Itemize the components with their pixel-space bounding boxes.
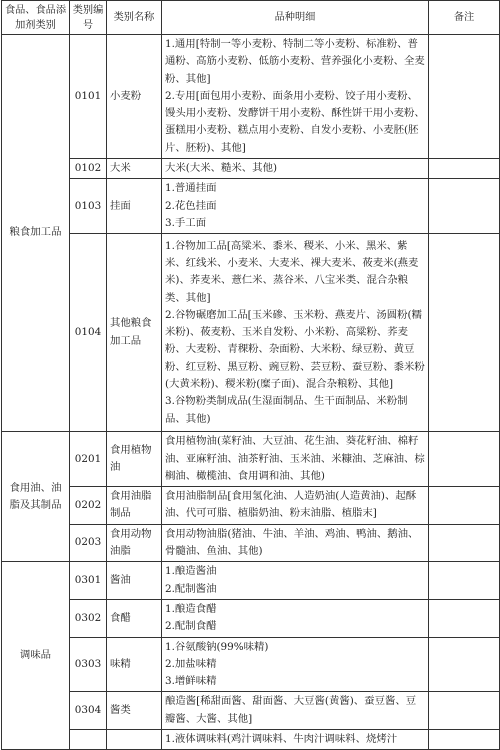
detail-cell (162, 730, 429, 750)
detail-line: 1.液体调味料(鸡汁调味料、牛肉汁调味料、烧烤汁 (165, 733, 398, 746)
remarks-cell (429, 599, 500, 637)
remarks-cell (429, 179, 500, 234)
remarks-cell (429, 730, 500, 750)
table-row (2, 159, 500, 179)
detail-line: 食用动物油脂(猪油、牛油、羊油、鸡油、鸭油、鹅油、骨髓油、鱼油、其他) (165, 527, 419, 558)
code-cell: 0102 (70, 159, 107, 179)
detail-line: 2.专用[面包用小麦粉、面条用小麦粉、饺子用小麦粉、馒头用小麦粉、发酵饼干用小麦粉、酥性饼干用小麦粉、蛋糕用小麦粉、糕点用小麦粉、自发小麦粉、小麦胚(胚片、胚粉)、其他] (165, 89, 425, 154)
name-cell: 大米 (107, 159, 162, 179)
table-row (2, 234, 500, 432)
code-cell: 0201 (70, 432, 107, 487)
table-row (2, 35, 500, 159)
header-detail: 品种明细 (162, 1, 429, 35)
header-category: 食品、食品添加剂类别 (2, 1, 70, 35)
remarks-cell (429, 524, 500, 562)
category-cell: 调味品 (2, 562, 70, 750)
code-cell: 0202 (70, 487, 107, 525)
detail-cell (162, 179, 429, 234)
detail-line: 3.增鲜味精 (165, 675, 217, 688)
detail-cell (162, 487, 429, 525)
detail-line: 1.谷氨酸钠(99%味精) (165, 640, 269, 653)
detail-cell (162, 692, 429, 730)
remarks-cell (429, 35, 500, 159)
detail-cell (162, 599, 429, 637)
code-cell: 0301 (70, 562, 107, 600)
detail-line: 1.酿造酱油 (165, 565, 217, 578)
detail-cell (162, 35, 429, 159)
remarks-cell (429, 692, 500, 730)
table-row (2, 432, 500, 487)
code-cell: 0303 (70, 637, 107, 692)
header-code: 类别编号 (70, 1, 107, 35)
detail-line: 1.通用[特制一等小麦粉、特制二等小麦粉、标准粉、普通粉、高筋小麦粉、低筋小麦粉、营养强化小麦粉、全麦粉、其他] (165, 38, 425, 85)
detail-line: 大米(大米、糙米、其他) (165, 162, 278, 175)
remarks-cell (429, 487, 500, 525)
code-cell: 0203 (70, 524, 107, 562)
header-name: 类别名称 (107, 1, 162, 35)
name-cell: 挂面 (107, 179, 162, 234)
detail-line: 1.普通挂面 (165, 182, 217, 195)
food-category-table (1, 0, 500, 750)
detail-cell (162, 562, 429, 600)
detail-line: 食用油脂制品[食用氢化油、人造奶油(人造黄油)、起酥油、代可可脂、植脂奶油、粉末油脂、植脂末] (165, 490, 417, 520)
code-cell: 0101 (70, 35, 107, 159)
code-cell: 0304 (70, 692, 107, 730)
remarks-cell (429, 159, 500, 179)
table-body (2, 35, 500, 750)
detail-line: 酿造酱[稀甜面酱、甜面酱、大豆酱(黄酱)、蚕豆酱、豆瓣酱、大酱、其他] (165, 695, 417, 725)
name-cell: 食用植物油 (107, 432, 162, 487)
name-cell: 味精 (107, 637, 162, 692)
detail-line: 2.配制食醋 (165, 620, 217, 633)
header-row (2, 1, 500, 35)
name-cell (107, 730, 162, 750)
detail-cell (162, 159, 429, 179)
code-cell: 0302 (70, 599, 107, 637)
name-cell: 其他粮食加工品 (107, 234, 162, 432)
category-cell: 粮食加工品 (2, 35, 70, 432)
remarks-cell (429, 234, 500, 432)
header-remarks: 备注 (429, 1, 500, 35)
table-row (2, 599, 500, 637)
detail-line: 1.酿造食醋 (165, 602, 217, 615)
detail-line: 2.加盐味精 (165, 657, 217, 670)
detail-line: 2.花色挂面 (165, 199, 217, 212)
detail-cell (162, 234, 429, 432)
table-row (2, 730, 500, 750)
detail-cell (162, 524, 429, 562)
detail-cell (162, 637, 429, 692)
remarks-cell (429, 562, 500, 600)
detail-line: 2.谷物碾磨加工品[玉米碜、玉米粉、燕麦片、汤圆粉(糯米粉)、莜麦粉、玉米自发粉、小米粉、高粱粉、荞麦粉、大麦粉、青稞粉、杂面粉、大米粉、绿豆粉、黄豆粉、红豆粉、黑豆粉、豌豆粉、芸豆粉、蚕豆粉、黍米粉(大黄米粉)、稷米粉(糜子面)、混合杂粮粉、其他] (165, 308, 425, 390)
remarks-cell (429, 637, 500, 692)
detail-line: 2.配制酱油 (165, 582, 217, 595)
detail-cell (162, 432, 429, 487)
table-row (2, 179, 500, 234)
table-row (2, 487, 500, 525)
code-cell: 0103 (70, 179, 107, 234)
name-cell: 小麦粉 (107, 35, 162, 159)
name-cell: 食醋 (107, 599, 162, 637)
table-row (2, 524, 500, 562)
detail-line: 3.谷物粉类制成品(生湿面制品、生干面制品、米粉制品、其他) (165, 395, 408, 425)
table-row (2, 637, 500, 692)
detail-line: 食用植物油(菜籽油、大豆油、花生油、葵花籽油、棉籽油、亚麻籽油、油茶籽油、玉米油、米糠油、芝麻油、棕榈油、橄榄油、食用调和油、其他) (165, 435, 425, 482)
code-cell (70, 730, 107, 750)
table-row (2, 562, 500, 600)
detail-line: 3.手工面 (165, 216, 207, 229)
category-cell: 食用油、油脂及其制品 (2, 432, 70, 562)
name-cell: 食用油脂制品 (107, 487, 162, 525)
detail-line: 1.谷物加工品[高粱米、黍米、稷米、小米、黑米、紫米、红线米、小麦米、大麦米、裸大麦米、莜麦米(燕麦米)、荞麦米、薏仁米、蒸谷米、八宝米类、混合杂粮类、其他] (165, 239, 419, 304)
name-cell: 酱油 (107, 562, 162, 600)
name-cell: 酱类 (107, 692, 162, 730)
name-cell: 食用动物油脂 (107, 524, 162, 562)
table-row (2, 692, 500, 730)
code-cell: 0104 (70, 234, 107, 432)
remarks-cell (429, 432, 500, 487)
